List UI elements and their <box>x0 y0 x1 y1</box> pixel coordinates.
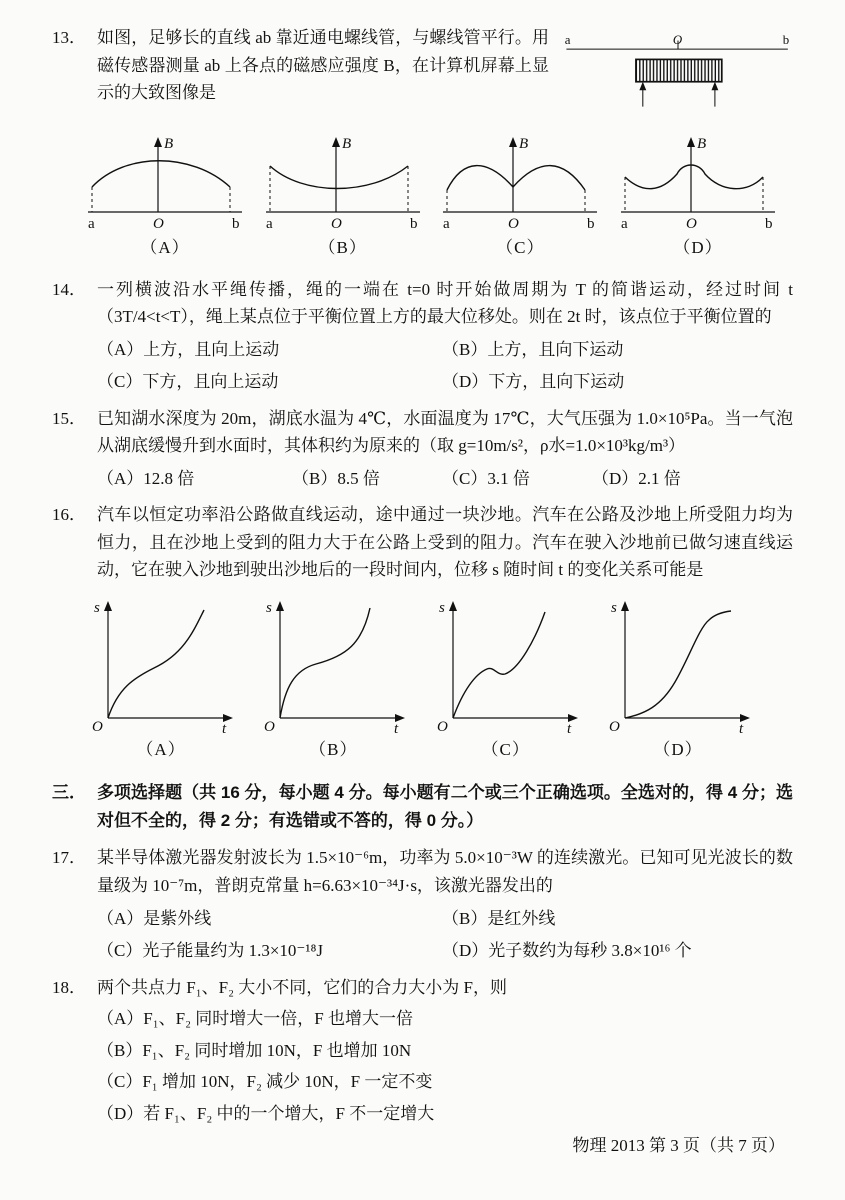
x-label-o: O <box>685 216 697 232</box>
question-18-text: 两个共点力 F₁、F₂ 大小不同，它们的合力大小为 F，则 <box>97 977 507 997</box>
question-15-options <box>97 465 793 493</box>
y-axis-label: s <box>94 599 100 616</box>
question-13-graphs <box>80 132 783 262</box>
question-13 <box>52 24 793 122</box>
x-label-b: b <box>764 216 773 232</box>
x-axis-label: t <box>222 720 227 734</box>
question-14-number: 14． <box>52 279 86 299</box>
page-footer: 物理 2013 第 3 页（共 7 页） <box>572 1136 785 1156</box>
current-arrow-right <box>711 82 718 107</box>
x-label-o: O <box>330 216 342 232</box>
origin-label: O <box>436 718 448 734</box>
solenoid-diagram <box>563 26 793 122</box>
x-label-b: b <box>232 216 240 232</box>
st-graph-a <box>86 596 236 764</box>
x-label-a: a <box>265 216 273 232</box>
x-label-b: b <box>587 216 595 232</box>
b-graph-b <box>258 132 428 262</box>
option-d: （D）下方，且向下运动 <box>442 372 625 392</box>
option-c: （C）下方，且向上运动 <box>97 372 279 392</box>
option-a: （A）上方，且向上运动 <box>97 339 280 359</box>
curve <box>270 166 408 189</box>
y-axis-label: B <box>164 136 174 152</box>
question-15-number: 15． <box>52 408 86 428</box>
y-axis-label: B <box>341 136 351 152</box>
question-17 <box>52 844 793 964</box>
y-axis-label: s <box>266 599 273 616</box>
b-graph-a <box>80 132 250 262</box>
question-13-number: 13． <box>52 28 86 47</box>
b-graph-d <box>613 132 783 262</box>
option-a: （A）F₁、F₂ 同时增大一倍，F 也增大一倍 <box>97 1009 413 1029</box>
diagram-label-b: b <box>782 32 790 47</box>
question-16-number: 16． <box>52 505 86 525</box>
st-graph-d <box>603 596 753 764</box>
question-14-options <box>97 336 793 396</box>
x-label-b: b <box>409 216 418 232</box>
question-14 <box>52 276 793 396</box>
section-3-number: 三． <box>52 783 86 803</box>
x-axis-label: t <box>566 720 571 734</box>
question-17-number: 17． <box>52 848 86 868</box>
st-graph-c <box>431 596 581 764</box>
x-axis-label: t <box>394 720 399 734</box>
question-14-text: 一列横波沿水平绳传播，绳的一端在 t=0 时开始做周期为 T 的简谐运动，经过时间 t（3T/4<t<T），绳上某点位于平衡位置上方的最大位移处。则在 2t 时，该点位于平衡位置的 <box>97 279 793 327</box>
st-graph-b-plot <box>258 596 408 734</box>
option-d: （D）若 F₁、F₂ 中的一个增大，F 不一定增大 <box>97 1103 435 1123</box>
y-axis-label: s <box>438 599 445 616</box>
option-c: （C）F₁ 增加 10N，F₂ 减少 10N，F 一定不变 <box>97 1072 433 1092</box>
option-b: （B）F₁、F₂ 同时增加 10N，F 也增加 10N <box>97 1040 412 1060</box>
curve <box>625 611 731 718</box>
solenoid-coil <box>636 59 722 81</box>
x-label-o: O <box>153 216 164 232</box>
st-graph-c-plot <box>431 596 581 734</box>
curve <box>280 608 370 718</box>
curve <box>625 165 763 189</box>
graph-label: （B） <box>318 238 367 257</box>
st-graph-b <box>258 596 408 764</box>
st-graph-d-plot <box>603 596 753 734</box>
graph-label: （B） <box>309 739 358 759</box>
option-d: （D）2.1 倍 <box>592 468 681 488</box>
st-graph-a-plot <box>86 596 236 734</box>
b-graph-a-plot <box>80 132 250 232</box>
x-label-a: a <box>620 216 628 232</box>
question-17-text: 某半导体激光器发射波长为 1.5×10⁻⁶m，功率为 5.0×10⁻³W 的连续激光。已知可见光波长的数量级为 10⁻⁷m，普朗克常量 h=6.63×10⁻³⁴J·s，该激光器发出的 <box>97 848 793 895</box>
x-label-a: a <box>88 216 95 232</box>
b-graph-c-plot <box>435 132 605 232</box>
b-graph-b-plot <box>258 132 428 232</box>
question-16 <box>52 501 793 584</box>
question-15 <box>52 405 793 493</box>
question-13-text: 如图，足够长的直线 ab 靠近通电螺线管，与螺线管平行。用磁传感器测量 ab 上各点的磁感应强度 B，在计算机屏幕上显示的大致图像是 <box>97 28 549 103</box>
origin-label: O <box>92 718 103 734</box>
question-15-text: 已知湖水深度为 20m，湖底水温为 4℃，水面温度为 17℃，大气压强为 1.0×10⁵Pa。当一气泡从湖底缓慢升到水面时，其体积约为原来的（取 g=10m/s²，ρ水=1.0×10³kg/m³） <box>97 408 793 456</box>
section-3-text: 多项选择题（共 16 分，每小题 4 分。每小题有二个或三个正确选项。全选对的，得 4 分；选对但不全的，得 2 分；有选错或不答的，得 0 分。） <box>97 783 793 830</box>
diagram-label-o: O <box>672 32 683 47</box>
y-axis-label: B <box>696 136 707 152</box>
question-16-graphs <box>86 596 753 764</box>
graph-label: （C） <box>481 739 530 759</box>
y-axis-label: s <box>610 599 617 616</box>
question-16-text: 汽车以恒定功率沿公路做直线运动，途中通过一块沙地。汽车在公路及沙地上所受阻力均为恒力，且在沙地上受到的阻力大于在公路上受到的阻力。汽车在驶入沙地前已做匀速直线运动，它在驶入沙地到驶出沙地后的一段时间内，位移 s 随时间 t 的变化关系可能是 <box>97 505 793 580</box>
origin-label: O <box>264 718 276 734</box>
option-a: （A）是紫外线 <box>97 908 212 928</box>
section-3-header <box>52 779 793 834</box>
question-18-number: 18． <box>52 977 86 997</box>
option-b: （B）上方，且向下运动 <box>442 339 624 359</box>
y-axis-label: B <box>519 136 529 152</box>
b-graph-d-plot <box>613 132 783 232</box>
graph-label: （A） <box>140 238 190 257</box>
curve <box>447 166 585 190</box>
diagram-label-a: a <box>564 32 571 47</box>
b-graph-c <box>435 132 605 262</box>
x-label-o: O <box>508 216 520 232</box>
graph-label: （A） <box>136 739 186 759</box>
graph-label: （D） <box>673 238 723 257</box>
curve <box>453 612 545 718</box>
origin-label: O <box>608 718 620 734</box>
option-c: （C）光子能量约为 1.3×10⁻¹⁸J <box>97 941 324 961</box>
current-arrow-left <box>639 82 646 107</box>
option-b: （B）是红外线 <box>442 908 556 928</box>
curve <box>92 161 230 187</box>
question-17-options <box>97 905 793 965</box>
option-b: （B）8.5 倍 <box>292 468 380 488</box>
graph-label: （D） <box>653 739 703 759</box>
question-18-options <box>97 1005 793 1127</box>
option-d: （D）光子数约为每秒 3.8×10¹⁶ 个 <box>442 941 692 961</box>
option-a: （A）12.8 倍 <box>97 468 195 488</box>
option-c: （C）3.1 倍 <box>442 468 530 488</box>
x-axis-label: t <box>738 720 744 734</box>
question-18 <box>52 974 793 1128</box>
curve <box>108 610 204 718</box>
x-label-a: a <box>443 216 450 232</box>
graph-label: （C） <box>496 238 545 257</box>
